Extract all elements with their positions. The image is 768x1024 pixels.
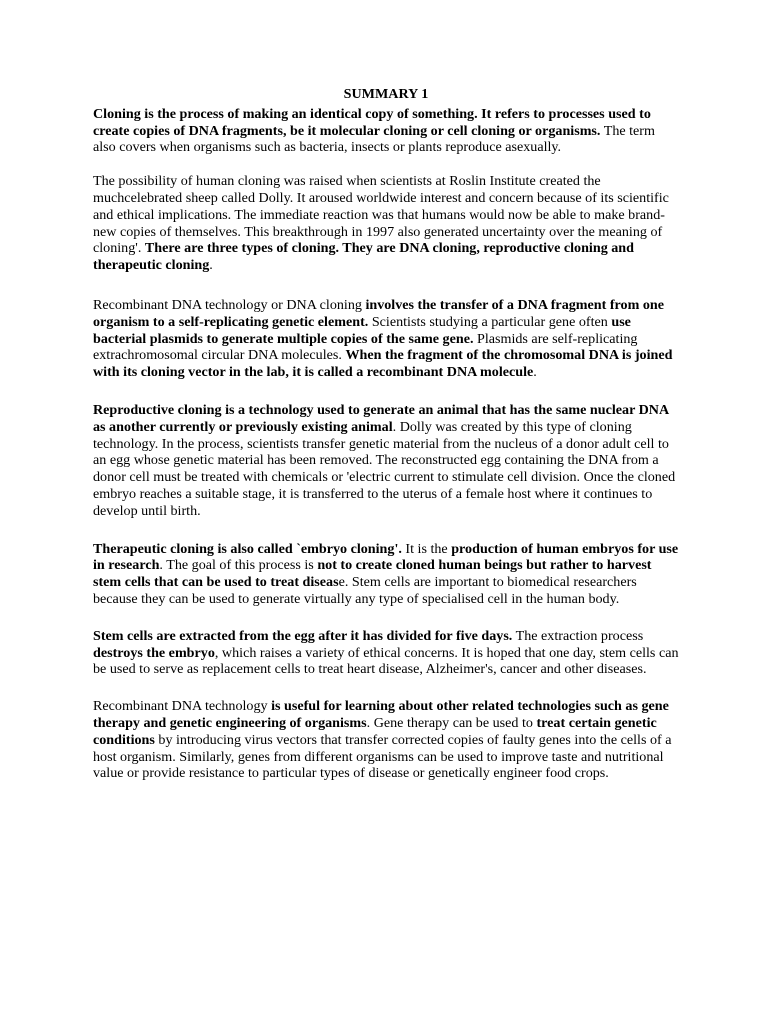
text-run: The term also covers when organisms such as bacteria, insects or plants reproduce asexually. (93, 122, 655, 156)
paragraph-therapeutic-cloning (93, 541, 679, 608)
text-run: Recombinant DNA technology (93, 698, 272, 715)
text-run: Plasmids are self-replicating extrachromosomal circular DNA molecules. (93, 330, 638, 364)
bold-text-run: Therapeutic cloning is also called `embryo cloning'. (93, 540, 402, 557)
text-run: by introducing virus vectors that transfer corrected copies of faulty genes into the cells of a host organism. Similarly, genes from different organisms can be used to improve taste and nutritional value or provide resistance to particular types of disease or genetically engineer food crops. (93, 731, 672, 782)
text-run: Scientists studying a particular gene often (368, 313, 612, 330)
text-run: It is the (401, 540, 452, 557)
paragraph-reproductive-cloning (93, 402, 679, 520)
bold-text-run: treat certain genetic conditions (93, 714, 657, 748)
text-run: . Dolly was created by this type of cloning technology. In the process, scientists transfer genetic material from the nucleus of a donor adult cell to an egg whose genetic material has been removed. The reconstructed egg containing the DNA from a donor cell must be treated with chemicals or 'electric current to stimulate cell division. Once the cloned embryo reaches a suitable stage, it is transferred to the uterus of a female host where it continues to develop until birth. (93, 418, 676, 519)
bold-text-run: Cloning is the process of making an identical copy of something. It refers to processes used to create copies of DNA fragments, be it molecular cloning or cell cloning or organisms. (93, 105, 651, 139)
text-run: The extraction process (512, 627, 644, 644)
paragraph-gene-therapy (93, 698, 679, 782)
bold-text-run: production of human embryos for use in research (93, 540, 679, 574)
bold-text-run: When the fragment of the chromosomal DNA is joined with its cloning vector in the lab, it is called a recombinant DNA molecule (93, 347, 673, 381)
text-run: The possibility of human cloning was raised when scientists at Roslin Institute created the muchcelebrated sheep called Dolly. It aroused worldwide interest and concern because of its scientific and ethical implications. The immediate reaction was that humans would now be able to make brand-new copies of themselves. This breakthrough in 1997 also generated uncertainty over the meaning of cloning'. (93, 173, 669, 257)
paragraph-stem-cells (93, 628, 679, 678)
text-run: , which raises a variety of ethical concerns. It is hoped that one day, stem cells can be used to serve as replacement cells to treat heart disease, Alzheimer's, cancer and other diseases. (93, 644, 679, 678)
text-run: . The goal of this process is (159, 557, 318, 574)
bold-text-run: not to create cloned human beings but rather to harvest stem cells that can be used to treat diseas (93, 557, 652, 591)
bold-text-run: involves the transfer of a DNA fragment from one organism to a self-replicating genetic element. (93, 296, 664, 330)
bold-text-run: use bacterial plasmids to generate multiple copies of the same gene. (93, 313, 631, 347)
bold-text-run: There are three types of cloning. They are DNA cloning, reproductive cloning and therapeutic cloning (93, 240, 634, 274)
document-title: SUMMARY 1 (343, 86, 429, 102)
bold-text-run: Stem cells are extracted from the egg after it has divided for five days. (93, 627, 513, 644)
text-run: . Gene therapy can be used to (366, 714, 537, 731)
text-run: Recombinant DNA technology or DNA cloning (93, 296, 366, 313)
paragraph-recombinant-dna (93, 297, 679, 381)
text-run: e. Stem cells are important to biomedical researchers because they can be used to generate virtually any type of specialised cell in the human body. (93, 574, 637, 607)
text-run: . (209, 257, 213, 274)
paragraph-cloning-definition (93, 106, 679, 156)
bold-text-run: destroys the embryo (93, 644, 215, 661)
paragraph-human-cloning (93, 173, 679, 274)
text-run: . (533, 364, 537, 381)
bold-text-run: is useful for learning about other related technologies such as gene therapy and genetic engineering of organisms (93, 698, 669, 731)
document-page (93, 86, 679, 782)
bold-text-run: Reproductive cloning is a technology used to generate an animal that has the same nuclear DNA as another currently or previously existing animal (93, 401, 669, 435)
